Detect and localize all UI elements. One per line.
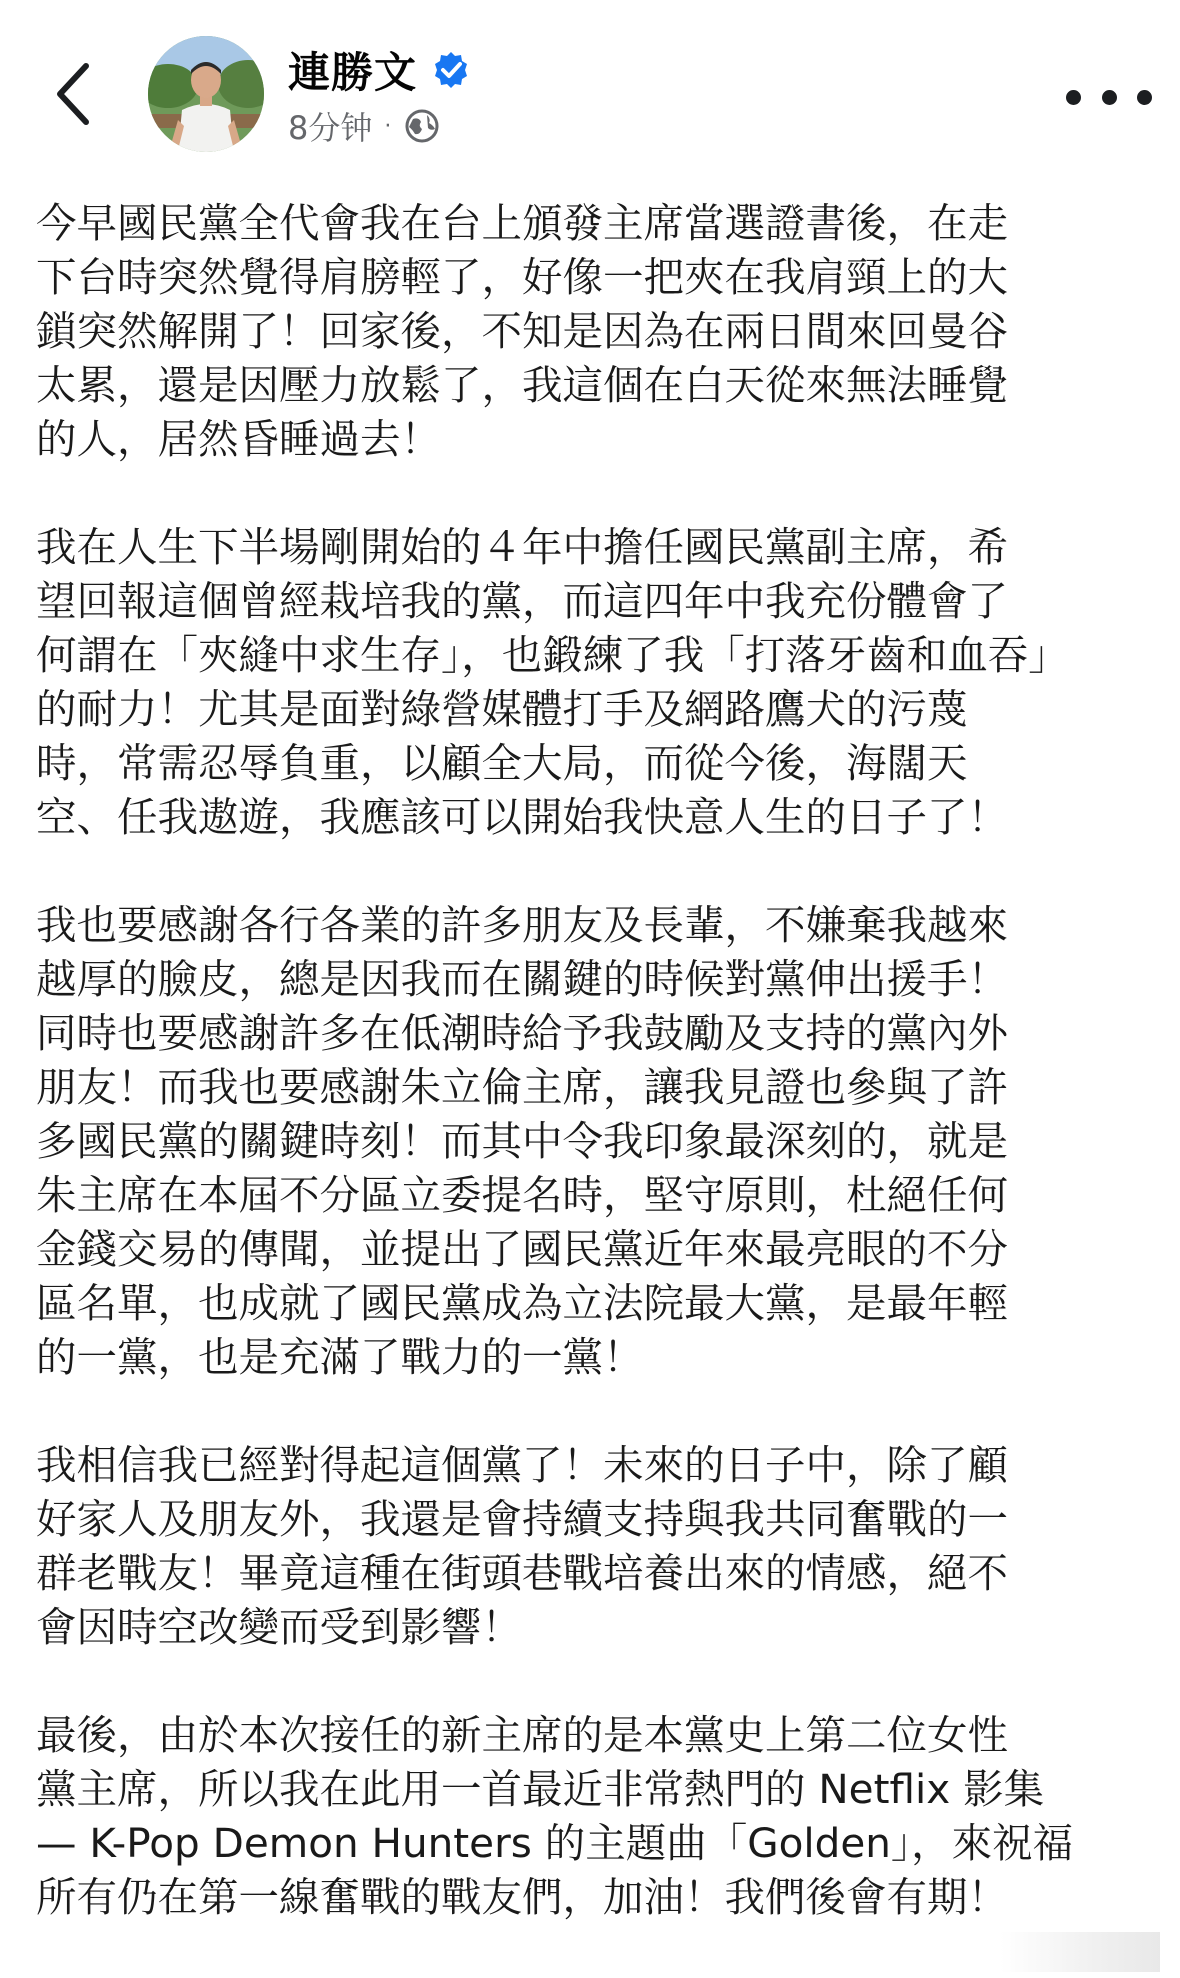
post-paragraph: 我也要感謝各行各業的許多朋友及長輩，不嫌棄我越來 越厚的臉皮，總是因我而在關鍵的時候對黨伸出援手！ 同時也要感謝許多在低潮時給予我鼓勵及支持的黨內外 朋友！而我也要感謝朱立倫主席，讓我見證也參與了許 多國民黨的關鍵時刻！而其中令我印象最深刻的，就是 朱主席在本屆不分區立委提名時，堅守原則，杜絕任何 金錢交易的傳聞，並提出了國民黨近年來最亮眼的不分 區名單，也成就了國民黨成為立法院最大黨，是最年輕 的一黨，也是充滿了戰力的一黨！ (36, 901, 1008, 1381)
post-paragraph: 今早國民黨全代會我在台上頒發主席當選證書後，在走 下台時突然覺得肩膀輕了，好像一把夾在我肩頸上的大 鎖突然解開了！回家後，不知是因為在兩日間來回曼谷 太累，還是因壓力放鬆了，我這個在白天從來無法睡覺 的人，居然昏睡過去！ (36, 199, 1008, 463)
post-paragraph: 我在人生下半場剛開始的４年中擔任國民黨副主席，希 望回報這個曾經栽培我的黨，而這四年中我充份體會了 何謂在「夾縫中求生存」，也鍛練了我「打落牙齒和血吞」 的耐力！尤其是面對綠營媒體打手及網路鷹犬的污蔑 時，常需忍辱負重，以顧全大局，而從今後，海闊天 空、任我遨遊，我應該可以開始我快意人生的日子了！ (36, 523, 1069, 841)
chevron-left-icon (46, 54, 106, 134)
profile-photo (148, 36, 264, 152)
post-timestamp[interactable]: 8分钟 (288, 109, 373, 147)
author-name[interactable]: 連勝文 (288, 48, 418, 97)
verified-badge-icon (431, 50, 471, 90)
globe-icon[interactable] (403, 107, 441, 145)
post-meta (288, 104, 441, 148)
more-options-button[interactable] (1066, 80, 1152, 114)
more-dot (1102, 90, 1117, 105)
more-dot (1066, 90, 1081, 105)
avatar[interactable] (148, 36, 264, 152)
meta-separator: · (384, 113, 392, 139)
post-header (0, 0, 1180, 160)
post-text (36, 196, 1146, 1924)
watermark-blur (1000, 1932, 1160, 1972)
post-paragraph: 最後，由於本次接任的新主席的是本黨史上第二位女性 黨主席，所以我在此用一首最近非常熱門的 Netflix 影集 — K-Pop Demon Hunters 的主題曲「Golden」，來祝福 所有仍在第一線奮戰的戰友們，加油！我們後會有期！ (36, 1711, 1074, 1921)
back-button[interactable] (46, 54, 106, 134)
author-row (288, 44, 471, 96)
post-paragraph: 我相信我已經對得起這個黨了！未來的日子中，除了顧 好家人及朋友外，我還是會持續支持與我共同奮戰的一 群老戰友！畢竟這種在街頭巷戰培養出來的情感，絕不 會因時空改變而受到影響！ (36, 1441, 1008, 1651)
more-dot (1137, 90, 1152, 105)
